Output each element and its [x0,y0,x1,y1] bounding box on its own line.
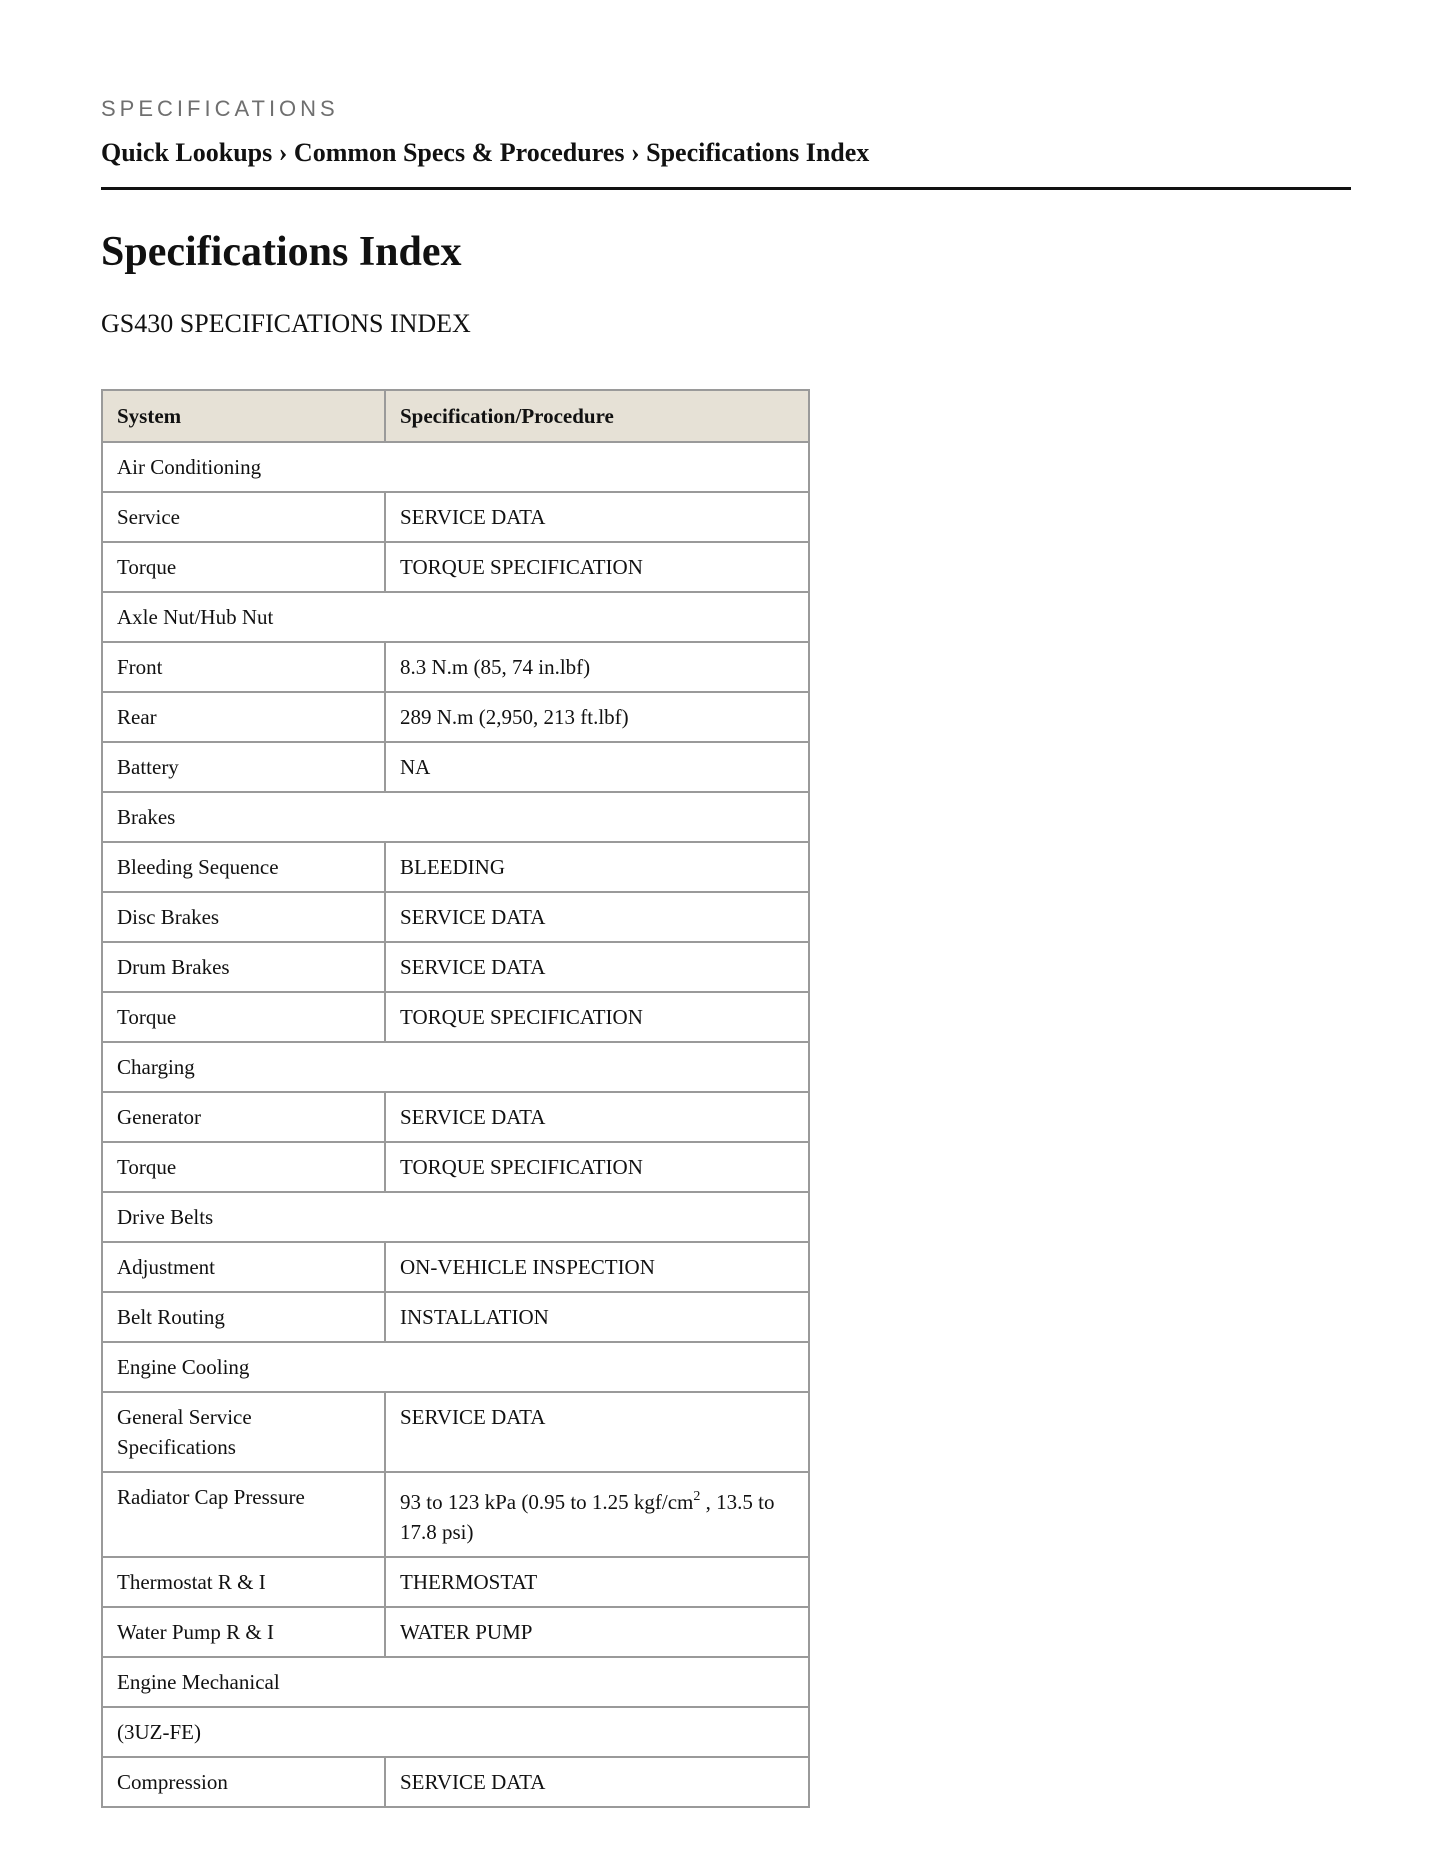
spec-value-text: 93 to 123 kPa (0.95 to 1.25 kgf/cm [400,1490,694,1514]
breadcrumb-item-common-specs[interactable]: Common Specs & Procedures [293,138,625,167]
table-row [102,842,809,892]
system-group-label: Drive Belts [102,1192,809,1242]
spec-link[interactable]: INSTALLATION [385,1292,809,1342]
system-cell: General Service Specifications [102,1392,385,1472]
table-row [102,1392,809,1472]
system-group-label: Air Conditioning [102,442,809,492]
spec-link[interactable]: SERVICE DATA [385,492,809,542]
spec-value: NA [385,742,809,792]
table-row [102,1292,809,1342]
spec-value: 8.3 N.m (85, 74 in.lbf) [385,642,809,692]
table-row-group [102,1342,809,1392]
page-subtitle: GS430 SPECIFICATIONS INDEX [101,309,471,338]
table-row [102,542,809,592]
system-subgroup-label: (3UZ-FE) [102,1707,809,1757]
page-title: Specifications Index [101,229,462,275]
system-cell: Generator [102,1092,385,1142]
system-cell: Front [102,642,385,692]
spec-value-text: , 13.5 to 17.8 psi) [400,1490,775,1544]
spec-link[interactable]: WATER PUMP [385,1607,809,1657]
system-cell: Torque [102,542,385,592]
table-row-group [102,792,809,842]
table-row [102,1142,809,1192]
spec-link[interactable]: BLEEDING [385,842,809,892]
column-header-system: System [102,390,385,442]
spec-link[interactable]: TORQUE SPECIFICATION [385,992,809,1042]
table-row [102,1757,809,1807]
table-row-group [102,592,809,642]
table-row [102,1607,809,1657]
system-cell: Water Pump R & I [102,1607,385,1657]
system-group-label: Brakes [102,792,809,842]
system-group-label: Engine Cooling [102,1342,809,1392]
spec-value [385,1472,809,1557]
table-row [102,492,809,542]
system-cell: Belt Routing [102,1292,385,1342]
table-row-group [102,442,809,492]
table-row-group [102,1707,809,1757]
table-row [102,992,809,1042]
breadcrumb-item-specifications-index[interactable]: Specifications Index [646,138,870,167]
table-row-group [102,1657,809,1707]
table-row [102,1242,809,1292]
table-row [102,642,809,692]
spec-link[interactable]: THERMOSTAT [385,1557,809,1607]
spec-link[interactable]: SERVICE DATA [385,892,809,942]
system-group-label: Engine Mechanical [102,1657,809,1707]
system-cell: Compression [102,1757,385,1807]
system-cell: Drum Brakes [102,942,385,992]
system-cell: Thermostat R & I [102,1557,385,1607]
column-header-specification: Specification/Procedure [385,390,809,442]
system-cell: Service [102,492,385,542]
table-row [102,1472,809,1557]
system-cell: Disc Brakes [102,892,385,942]
spec-value: 289 N.m (2,950, 213 ft.lbf) [385,692,809,742]
section-label: SPECIFICATIONS [101,96,339,121]
table-row [102,892,809,942]
header-divider [101,187,1351,190]
system-cell: Rear [102,692,385,742]
system-cell: Adjustment [102,1242,385,1292]
spec-link[interactable]: TORQUE SPECIFICATION [385,542,809,592]
system-cell: Torque [102,1142,385,1192]
table-row-group [102,1042,809,1092]
spec-link[interactable]: SERVICE DATA [385,942,809,992]
table-header-row [102,390,809,442]
table-row-group [102,1192,809,1242]
breadcrumb-separator: › [630,138,640,167]
breadcrumb-separator: › [278,138,288,167]
system-cell: Battery [102,742,385,792]
system-cell: Bleeding Sequence [102,842,385,892]
breadcrumb-item-quick-lookups[interactable]: Quick Lookups [101,138,273,167]
spec-link[interactable]: TORQUE SPECIFICATION [385,1142,809,1192]
table-row [102,742,809,792]
table-row [102,692,809,742]
system-group-label: Axle Nut/Hub Nut [102,592,809,642]
superscript: 2 [693,1489,701,1504]
spec-link[interactable]: SERVICE DATA [385,1757,809,1807]
spec-link[interactable]: SERVICE DATA [385,1092,809,1142]
spec-link[interactable]: ON-VEHICLE INSPECTION [385,1242,809,1292]
breadcrumb [101,138,869,168]
table-row [102,1557,809,1607]
table-row [102,1092,809,1142]
specifications-table [101,389,810,1808]
table-row [102,942,809,992]
spec-link[interactable]: SERVICE DATA [385,1392,809,1472]
system-group-label: Charging [102,1042,809,1092]
system-cell: Radiator Cap Pressure [102,1472,385,1557]
system-cell: Torque [102,992,385,1042]
